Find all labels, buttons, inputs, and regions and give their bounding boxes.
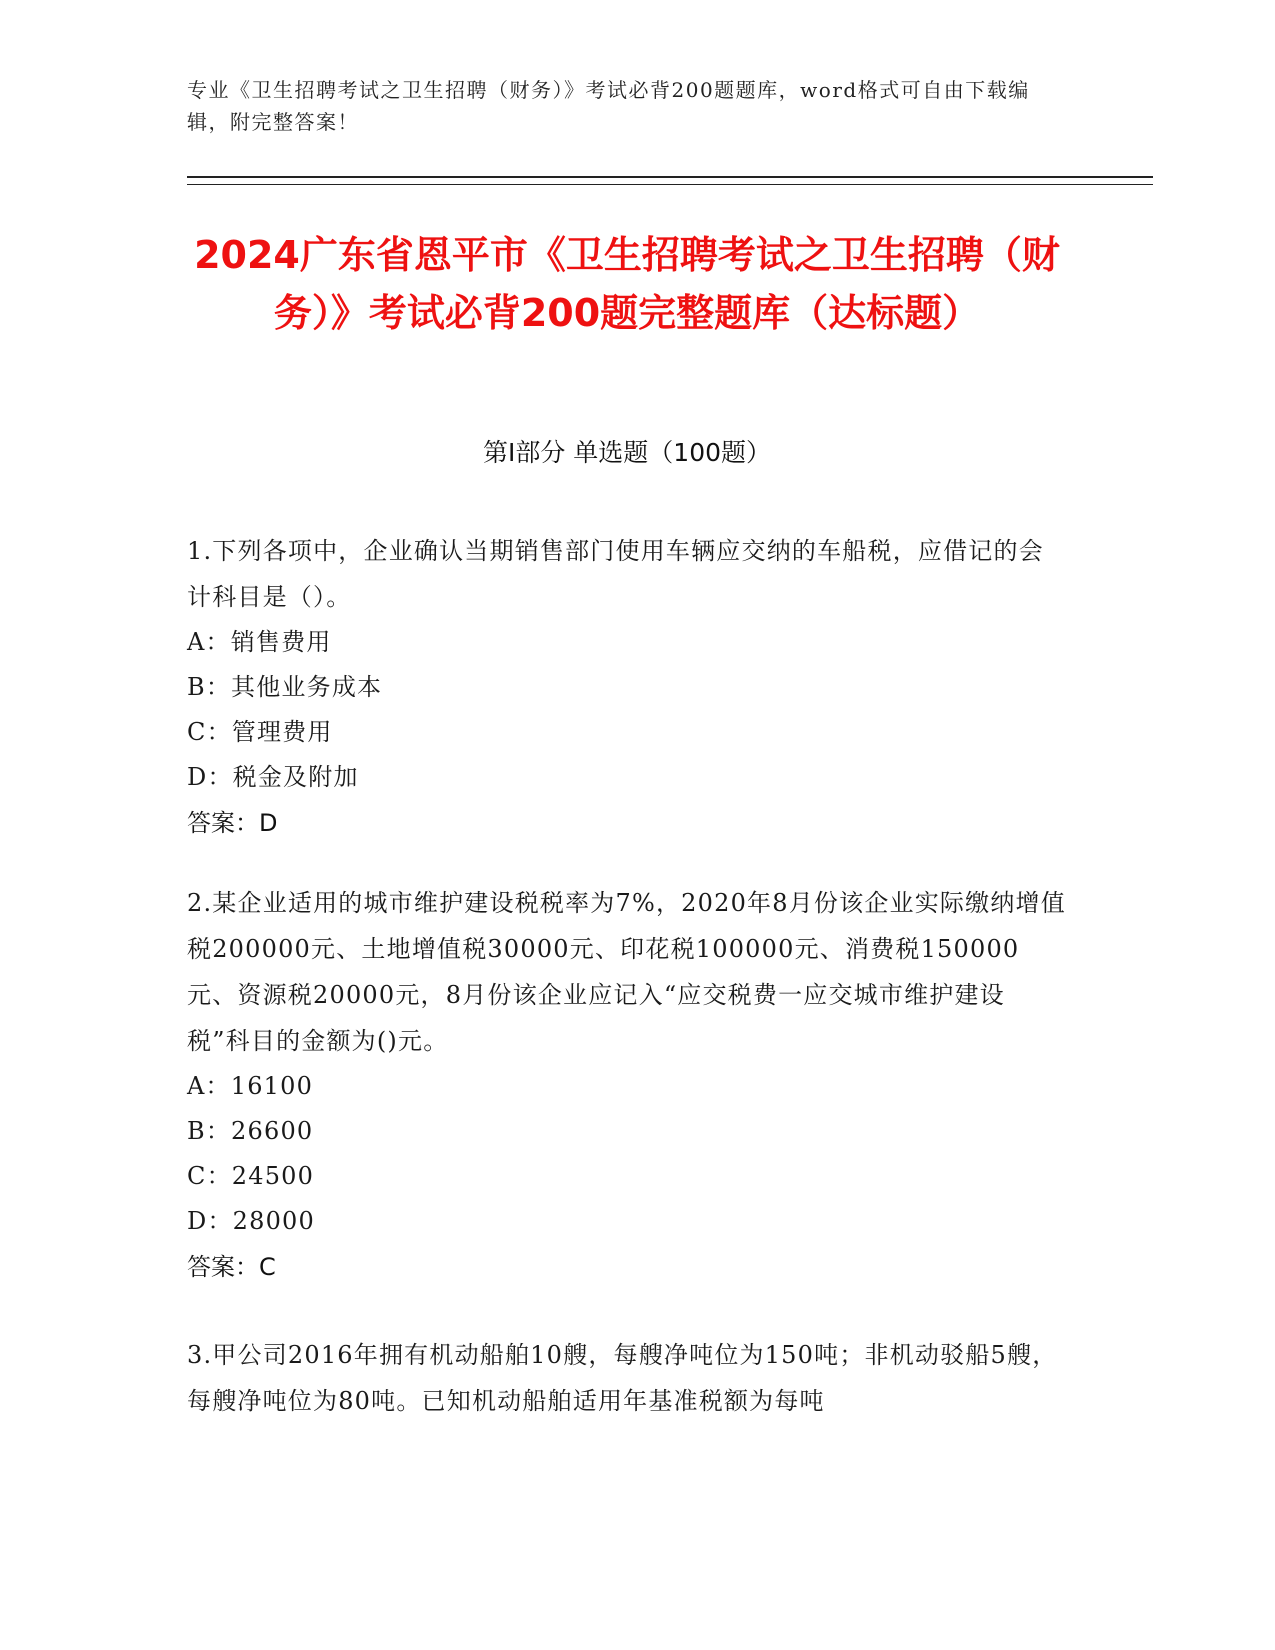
question-stem: 1.下列各项中，企业确认当期销售部门使用车辆应交纳的车船税，应借记的会计科目是（）。 (187, 537, 1044, 611)
question-stem: 2.某企业适用的城市维护建设税税率为7%，2020年8月份该企业实际缴纳增值税200000元、土地增值税30000元、印花税100000元、消费税150000元、资源税20000元，8月份该企业应记入“应交税费一应交城市维护建设税”科目的金额为()元。 (187, 889, 1066, 1055)
question-2 (187, 880, 1067, 1290)
option-a: A：16100 (187, 1072, 314, 1100)
option-d: D：税金及附加 (187, 763, 359, 791)
answer-text: 答案：C (187, 1253, 276, 1281)
header-note: 专业《卫生招聘考试之卫生招聘（财务）》考试必背200题题库，word格式可自由下载编辑，附完整答案！ (187, 78, 1030, 134)
header-divider-thick (187, 176, 1153, 178)
question-stem: 3.甲公司2016年拥有机动船舶10艘，每艘净吨位为150吨；非机动驳船5艘，每艘净吨位为80吨。已知机动船舶适用年基准税额为每吨 (187, 1341, 1058, 1415)
document-title: 2024广东省恩平市《卫生招聘考试之卫生招聘（财务）》考试必背200题完整题库（达标题） (194, 233, 1060, 335)
option-d: D：28000 (187, 1207, 315, 1235)
option-c: C：管理费用 (187, 718, 333, 746)
option-c: C：24500 (187, 1162, 315, 1190)
option-b: B：其他业务成本 (187, 673, 383, 701)
question-1 (187, 528, 1067, 846)
option-a: A：销售费用 (187, 628, 332, 656)
question-3 (187, 1332, 1067, 1424)
header-divider-thin (187, 184, 1153, 185)
section-heading: 第Ⅰ部分 单选题（100题） (482, 438, 772, 467)
option-b: B：26600 (187, 1117, 314, 1145)
answer-text: 答案：D (187, 809, 278, 837)
